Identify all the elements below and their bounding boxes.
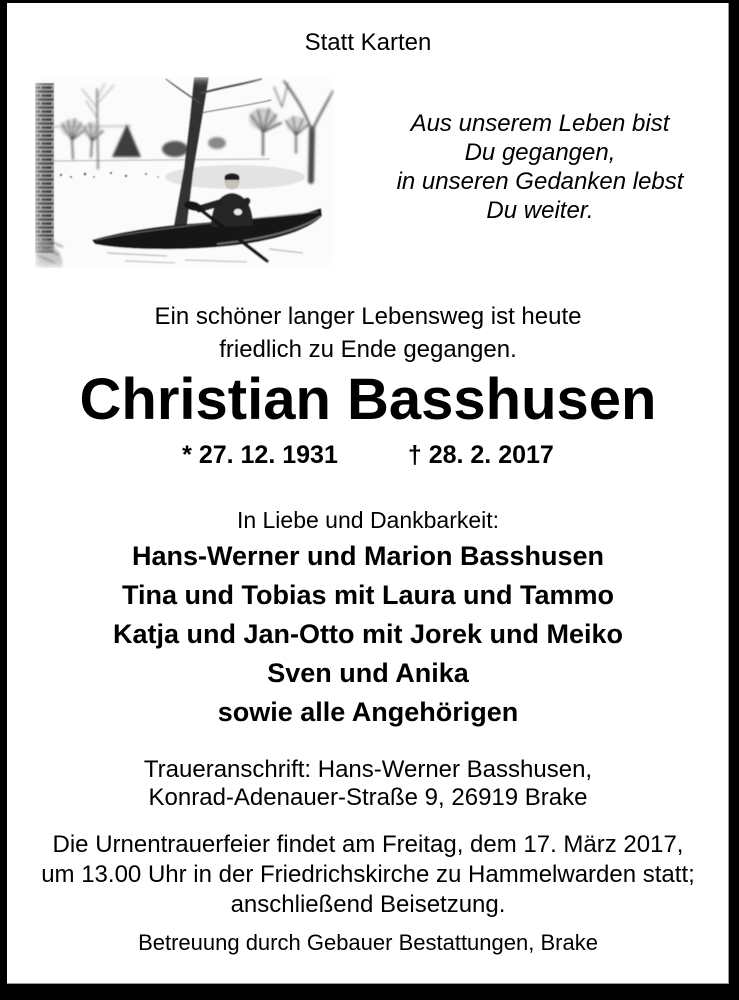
memorial-verse bbox=[350, 109, 730, 225]
service-line: Die Urnentrauerfeier findet am Freitag, dem 17. März 2017, bbox=[52, 831, 684, 858]
intro-line: Ein schöner langer Lebensweg ist heute bbox=[154, 303, 582, 330]
funeral-service-info bbox=[7, 830, 729, 920]
intro-line: friedlich zu Ende gegangen. bbox=[219, 336, 517, 363]
rowboat-winter-photo bbox=[35, 77, 335, 268]
service-line: anschließend Beisetzung. bbox=[230, 891, 506, 918]
memorial-photo bbox=[35, 77, 335, 268]
family-line: Hans-Werner und Marion Basshusen bbox=[131, 541, 605, 571]
notice-card bbox=[7, 3, 729, 984]
death-date: † 28. 2. 2017 bbox=[407, 441, 554, 469]
statt-karten-label: Statt Karten bbox=[304, 29, 432, 56]
family-intro: In Liebe und Dankbarkeit: bbox=[236, 507, 500, 533]
mourning-address bbox=[7, 756, 729, 812]
address-line: Traueranschrift: Hans-Werner Basshusen, bbox=[143, 756, 593, 783]
intro-text bbox=[7, 300, 729, 366]
deceased-name: Christian Basshusen bbox=[79, 367, 657, 432]
family-line: Sven und Anika bbox=[267, 658, 469, 688]
family-line: sowie alle Angehörigen bbox=[217, 697, 519, 727]
service-line: um 13.00 Uhr in der Friedrichskirche zu Hammelwarden statt; bbox=[41, 861, 695, 888]
address-line: Konrad-Adenauer-Straße 9, 26919 Brake bbox=[148, 784, 588, 811]
verse-line: Du gegangen, bbox=[464, 139, 616, 166]
verse-line: Du weiter. bbox=[486, 197, 594, 224]
family-line: Tina und Tobias mit Laura und Tammo bbox=[121, 580, 615, 610]
family-line: Katja und Jan-Otto mit Jorek und Meiko bbox=[112, 619, 624, 649]
funeral-home-credit: Betreuung durch Gebauer Bestattungen, Brake bbox=[138, 930, 598, 955]
verse-line: Aus unserem Leben bist bbox=[410, 110, 670, 137]
life-dates bbox=[7, 441, 729, 470]
family-names bbox=[7, 537, 729, 732]
brick-pillar bbox=[35, 83, 54, 253]
verse-line: in unseren Gedanken lebst bbox=[396, 168, 684, 195]
birth-date: * 27. 12. 1931 bbox=[182, 441, 338, 469]
